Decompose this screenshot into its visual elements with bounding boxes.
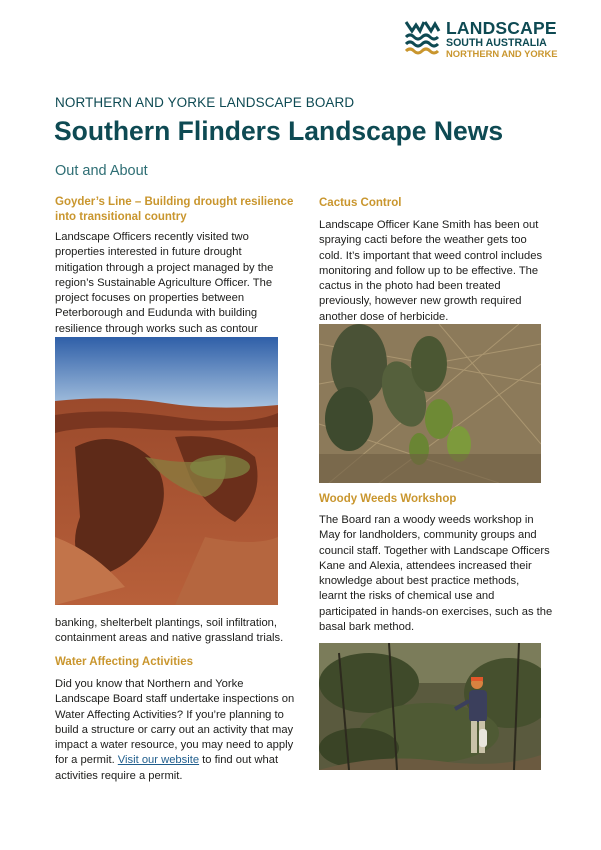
goyder-body [55,230,300,337]
water-heading: Water Affecting Activities [55,656,194,668]
cactus-body [319,218,559,325]
cactus-heading: Cactus Control [319,197,402,209]
goyder-heading-line: into transitional country [55,211,187,223]
text-line: activities require a permit. [55,769,183,782]
text-line: spraying cacti before the weather gets too [319,234,527,247]
text-line: impact a water resource, you may need to apply [55,739,294,752]
page-title: Southern Flinders Landscape News [54,116,504,146]
text-line: banking, shelterbelt plantings, soil infiltration, [55,617,278,629]
text-line: Peterborough and Eudunda with building [55,307,258,320]
text-line: previously, however new growth required [319,295,522,308]
woody-weeds-photo [319,643,541,770]
text-line: another dose of herbicide. [319,310,449,323]
cactus-photo [319,324,541,483]
text-line: build a structure or carry out an activity that may [55,723,294,736]
logo-line-south-australia: SOUTH AUSTRALIA [446,37,547,49]
text-line: cold. It’s important that weed control includes [319,249,543,262]
text-line: region’s Sustainable Agriculture Officer. The [55,276,273,289]
text-line: Landscape Officer Kane Smith has been out [319,219,539,231]
goyder-body-continued [55,616,300,647]
gully-landscape-photo [55,337,278,605]
text-line: monitoring and follow up to be effective. The [319,264,539,277]
text-line: The Board ran a woody weeds workshop in [319,514,534,526]
woody-body [319,513,564,635]
logo-line-region: NORTHERN AND YORKE [446,48,558,59]
water-body [55,677,305,784]
text-line: knowledge about best practice methods, [319,575,520,588]
website-link[interactable]: Visit our website [117,754,200,767]
text-line: cactus in the photo had been treated [319,280,501,293]
text-line: Did you know that Northern and Yorke [55,678,244,690]
wave-logo-icon [404,19,442,57]
text-line: containment areas and native grassland trials. [55,632,284,645]
text-line: properties interested in future drought [55,246,242,259]
text-fragment: to find out what [199,754,279,767]
text-line: resilience through works such as contour [55,322,258,335]
text-line: learnt the risks of chemical use and [319,590,495,603]
text-line: council staff. Together with Landscape Officers [319,544,550,557]
text-line: project focuses on properties between [55,292,245,305]
woody-heading: Woody Weeds Workshop [319,493,457,505]
text-line: Water Affecting Activities? If you’re planning to [55,708,284,721]
text-line: Landscape Officers recently visited two [55,231,249,243]
goyder-heading-line: Goyder’s Line – Building drought resilience [55,196,294,208]
logo-line-landscape: LANDSCAPE [446,18,557,38]
text-line: May for landholders, community groups and [319,529,537,542]
text-line: Landscape Board staff undertake inspections on [55,693,295,706]
organisation-logo [404,19,566,59]
goyder-heading [55,195,295,225]
board-name: NORTHERN AND YORKE LANDSCAPE BOARD [55,95,355,110]
text-line: mitigation through a project managed by the [55,261,274,274]
text-line: basal bark method. [319,621,415,634]
text-line: Kane and Alexia, attendees increased their [319,559,532,572]
text-fragment: for a permit. [55,754,118,767]
text-line [55,753,305,768]
text-line: participated in hands-on exercises, such as the [319,605,553,618]
section-subtitle: Out and About [55,163,148,179]
